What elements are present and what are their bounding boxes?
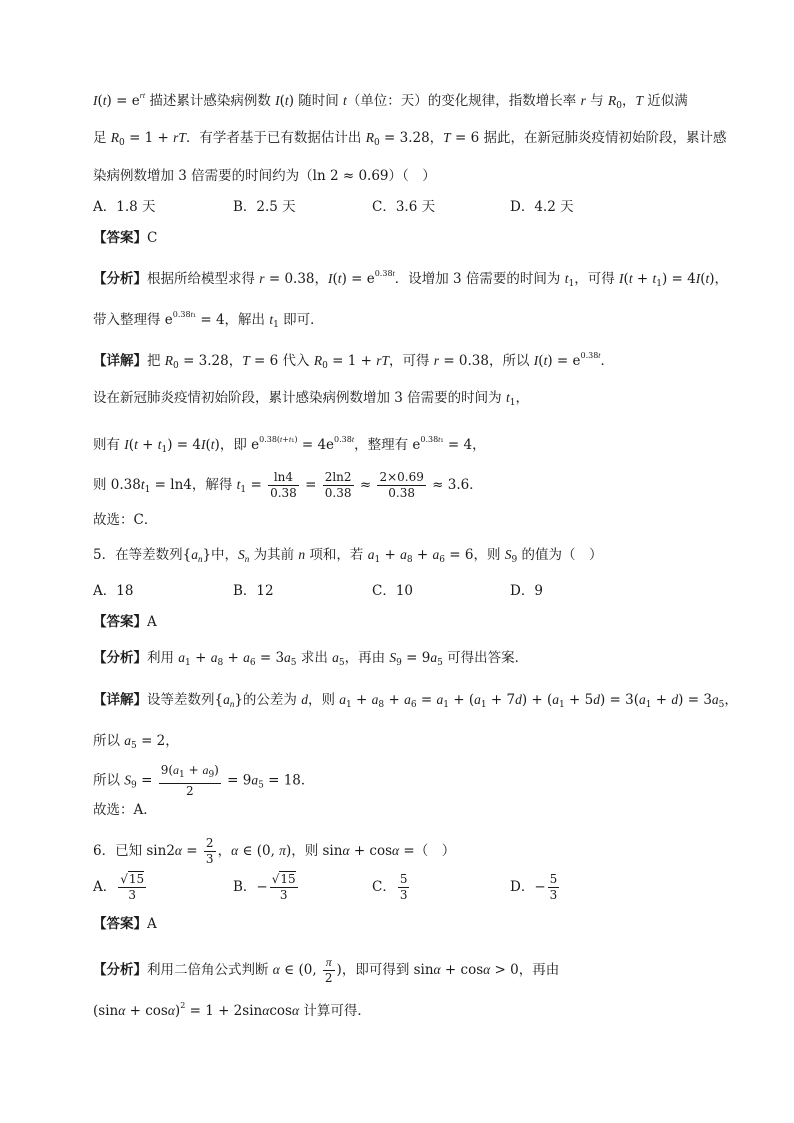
- p5-answer: [93, 612, 157, 632]
- p6-choices: [93, 872, 713, 906]
- p6-analysis-line1: 【分析】利用二倍角公式判断 α ∈ (0, $\frac{\pi}{2}$ )，即可得到 sinα + cosα > 0，再由: [93, 955, 560, 985]
- p5-choice-a: A．18: [93, 583, 134, 599]
- p6-answer: [93, 914, 157, 934]
- p5-detail-line2: 所以 $a_5 = 2$，: [93, 733, 179, 751]
- p6-stem: 6．已知 sin2α = $\frac{2}{3}$ ，α ∈ (0, π)，则 sinα + cosα =（ ）: [93, 836, 456, 866]
- detail-tag: 【详解】: [93, 353, 147, 369]
- p4-detail-line4: 则 $0.38t_1 = \ln 4$，解得 $t_1$ = $\frac{\ln 4}{0.38}$ = $\frac{2\ln 2}{0.38}$ ≈ $\frac{2\times 0.69}{0.38}$ ≈ 3.6．: [93, 470, 483, 500]
- p4-analysis-line2: 带入整理得 $e^{0.38t_1} = 4$，解出 $t_1$ 即可．: [93, 310, 324, 330]
- p6-choice-d: D．− $\frac{5}{3}$: [510, 872, 558, 902]
- p6-choice-c: C． $\frac{5}{3}$: [372, 872, 408, 902]
- p4-choice-c: C．3.6 天: [372, 199, 436, 215]
- answer-tag: 【答案】: [93, 614, 147, 630]
- p6-answer-value: A: [147, 916, 157, 932]
- p4-analysis-line1: 【分析】根据所给模型求得 r = 0.38，$I(t) = e^{0.38t}$．设增加 3 倍需要的时间为 $t_1$，可得 $I(t + t_1) = 4I(t)$，: [93, 269, 729, 289]
- p6-analysis-line2: $(\sin\alpha + \cos\alpha)^2 = 1 + 2\sin\alpha\cos\alpha$ 计算可得．: [93, 1001, 371, 1019]
- p4-stem-line1: $I(t) = e^{rt}$ 描述累计感染病例数 I(t) 随时间 t（单位：天）的变化规律，指数增长率 r 与 $R_0$，T 近似满: [93, 91, 688, 111]
- p4-detail-line2: 设在新冠肺炎疫情初始阶段，累计感染病例数增加 3 倍需要的时间为 $t_1$，: [93, 390, 529, 408]
- answer-tag: 【答案】: [93, 916, 147, 932]
- p5-choice-c: C．10: [372, 583, 414, 599]
- p5-detail-line3: 所以 $S_9$ = $\frac{9(a_1 + a_9)}{2}$ = $9a_5 = 18$．: [93, 763, 315, 798]
- p5-stem: 5．在等差数列$\{a_n\}$中，$S_n$ 为其前 n 项和，若 $a_1 + a_8 + a_6 = 6$，则 $S_9$ 的值为（ ）: [93, 547, 603, 565]
- p4-choice-d: D．4.2 天: [510, 199, 574, 215]
- p4-detail-line3: 则有 $I(t + t_1) = 4I(t)$，即 $e^{0.38(t+t_1)} = 4e^{0.38t}$，整理有 $e^{0.38t_1} = 4$，: [93, 435, 486, 455]
- p5-detail-line1: 【详解】设等差数列$\{a_n\}$的公差为 d，则 $a_1 + a_8 + a_6 = a_1 + (a_1 + 7d) + (a_1 + 5d) = 3(a_1 + d) = 3a_5$，: [93, 692, 738, 710]
- p4-choice-a: A．1.8 天: [93, 199, 156, 215]
- p4-detail-line1: 【详解】把 $R_0 = 3.28$，T = 6 代入 $R_0 = 1$ + rT，可得 r = 0.38，所以 $I(t) = e^{0.38t}$．: [93, 351, 615, 371]
- p5-choices: [93, 579, 713, 603]
- p5-choice-b: B．12: [233, 583, 274, 599]
- p6-choice-a: A． $\frac{√15}{3}$: [93, 872, 145, 902]
- p5-conclusion: 故选：A．: [93, 802, 157, 818]
- p5-answer-value: A: [147, 614, 157, 630]
- p4-answer: [93, 228, 157, 248]
- answer-tag: 【答案】: [93, 230, 147, 246]
- detail-tag: 【详解】: [93, 692, 147, 708]
- analysis-tag: 【分析】: [93, 962, 147, 978]
- p5-analysis: 【分析】利用 $a_1 + a_8 + a_6 = 3a_5$ 求出 $a_5$，再由 $S_9 = 9a_5$ 可得出答案．: [93, 650, 529, 668]
- p4-stem-line2: 足 $R_0 = 1$ + rT．有学者基于已有数据估计出 $R_0 = 3.28$，T = 6 据此，在新冠肺炎疫情初始阶段，累计感: [93, 130, 727, 148]
- analysis-tag: 【分析】: [93, 650, 147, 666]
- p6-choice-b: B．− $\frac{√15}{3}$: [233, 872, 296, 902]
- p4-answer-value: C: [147, 230, 158, 246]
- p4-conclusion: 故选：C．: [93, 512, 158, 528]
- p4-stem-line3: 染病例数增加 3 倍需要的时间约为（ln 2 ≈ 0.69）（ ）: [93, 168, 436, 184]
- analysis-tag: 【分析】: [93, 271, 147, 287]
- p4-choice-b: B．2.5 天: [233, 199, 296, 215]
- p4-choices: [93, 195, 713, 219]
- p5-choice-d: D．9: [510, 583, 543, 599]
